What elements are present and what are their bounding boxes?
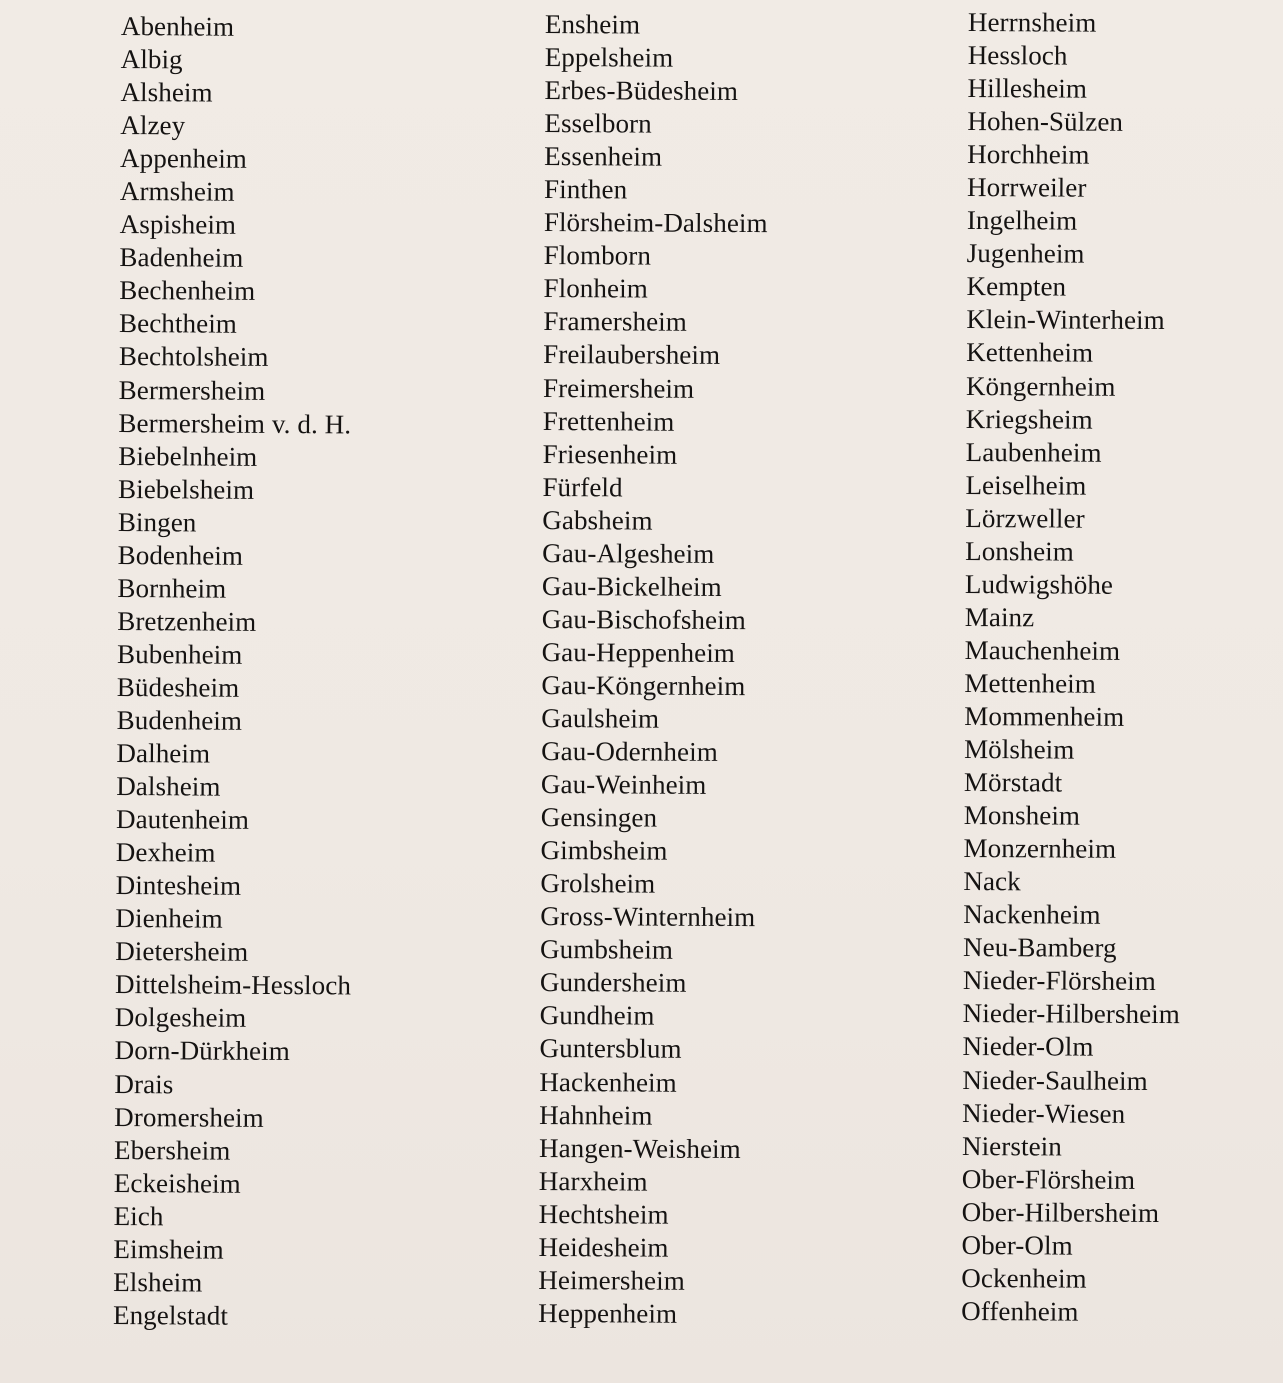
place-list-column-2 [538, 8, 769, 1331]
place-name: Aspisheim [119, 209, 237, 240]
place-name: Hessloch [967, 40, 1068, 71]
place-name: Biebelsheim [117, 473, 255, 505]
place-name: Erbes-Büdesheim [544, 75, 739, 107]
place-name: Abenheim [120, 10, 235, 42]
place-name: Jugenheim [966, 238, 1085, 269]
place-name: Mölsheim [964, 734, 1075, 765]
place-name: Ockenheim [961, 1262, 1087, 1294]
place-name: Gundersheim [539, 967, 687, 999]
place-name: Kettenheim [966, 337, 1094, 369]
place-name: Biebelnheim [118, 440, 258, 472]
place-name: Mauchenheim [964, 634, 1121, 666]
place-name: Gau-Köngernheim [541, 669, 746, 701]
place-name: Heppenheim [538, 1297, 678, 1329]
place-name: Flomborn [543, 240, 652, 271]
place-name: Gau-Weinheim [540, 769, 707, 800]
place-name: Ludwigshöhe [964, 568, 1114, 600]
place-name: Dromersheim [114, 1101, 264, 1133]
place-name: Ober-Hilbersheim [961, 1196, 1160, 1228]
place-name: Herrnsheim [967, 6, 1097, 38]
place-name: Drais [114, 1068, 174, 1099]
place-name: Dittelsheim-Hessloch [114, 969, 352, 1001]
place-name: Dautenheim [115, 804, 250, 835]
place-name: Gross-Winternheim [540, 901, 756, 933]
place-name: Bechtheim [118, 308, 238, 340]
place-name: Freimersheim [542, 372, 695, 404]
place-name: Dorn-Dürkheim [114, 1035, 290, 1067]
place-name: Hangen-Weisheim [538, 1132, 741, 1164]
place-name: Nack [963, 866, 1021, 897]
place-name: Dintesheim [115, 870, 242, 901]
place-name: Gau-Heppenheim [541, 636, 736, 668]
place-name: Bornheim [117, 572, 227, 604]
place-name: Hechtsheim [538, 1198, 669, 1230]
place-name: Freilaubersheim [543, 339, 721, 371]
place-name: Esselborn [544, 108, 652, 139]
place-name: Lörzweller [965, 502, 1085, 534]
place-name: Gimbsheim [540, 835, 668, 866]
place-name: Büdesheim [116, 671, 240, 703]
place-name: Budenheim [116, 704, 243, 736]
place-name: Dalheim [116, 738, 211, 769]
place-name: Dietersheim [115, 936, 249, 968]
place-name: Mettenheim [964, 667, 1097, 699]
place-name: Heimersheim [538, 1264, 685, 1296]
place-name: Dexheim [115, 837, 216, 868]
place-name: Monzernheim [963, 833, 1117, 864]
place-name: Flonheim [543, 273, 648, 304]
place-name: Finthen [543, 174, 628, 205]
place-name: Bingen [117, 506, 197, 538]
place-name: Bermersheim [118, 374, 266, 406]
place-name: Kriegsheim [965, 403, 1093, 435]
place-name: Gaulsheim [541, 702, 660, 734]
place-name: Gau-Bickelheim [541, 570, 722, 602]
place-name: Flörsheim-Dalsheim [543, 207, 768, 239]
place-name: Badenheim [119, 242, 244, 274]
place-name: Appenheim [120, 143, 248, 174]
place-name: Gundheim [539, 1000, 655, 1031]
place-name: Dolgesheim [114, 1002, 247, 1034]
place-name: Framersheim [543, 306, 687, 338]
place-name: Engelstadt [112, 1299, 229, 1331]
place-name: Mainz [964, 601, 1035, 633]
place-name: Ober-Flörsheim [961, 1163, 1136, 1195]
place-name: Eich [113, 1200, 164, 1231]
place-name: Hohen-Sülzen [967, 106, 1124, 137]
place-name: Hackenheim [539, 1066, 677, 1098]
place-name: Gau-Algesheim [542, 537, 715, 569]
place-name: Kempten [966, 271, 1067, 302]
place-name: Bubenheim [116, 638, 243, 670]
place-name: Ebersheim [113, 1134, 231, 1166]
place-name: Gensingen [540, 802, 658, 833]
place-name: Nieder-Saulheim [962, 1064, 1148, 1096]
place-name: Neu-Bamberg [962, 932, 1117, 964]
place-name: Köngernheim [965, 370, 1116, 402]
place-name: Frettenheim [542, 405, 675, 437]
place-name: Elsheim [113, 1266, 203, 1298]
place-name: Ensheim [544, 8, 641, 40]
place-name: Grolsheim [540, 868, 656, 899]
place-name: Armsheim [119, 176, 235, 207]
place-name: Bodenheim [117, 539, 244, 571]
place-name: Nieder-Olm [962, 1031, 1094, 1063]
place-name: Guntersblum [539, 1033, 682, 1065]
place-name: Gau-Bischofsheim [541, 603, 746, 635]
place-name: Fürfeld [542, 471, 623, 503]
place-name: Gumbsheim [539, 934, 674, 965]
place-name: Lonsheim [965, 535, 1075, 567]
place-name: Ingelheim [966, 205, 1078, 236]
place-name: Klein-Winterheim [966, 304, 1165, 336]
place-name: Eppelsheim [544, 42, 674, 73]
place-list-column-3 [961, 6, 1185, 1329]
place-name: Essenheim [544, 141, 663, 172]
place-name: Horrweiler [966, 172, 1087, 203]
place-name: Bretzenheim [117, 605, 257, 637]
place-list-column-1 [113, 10, 357, 1333]
place-name: Mörstadt [963, 767, 1063, 798]
place-name: Eimsheim [113, 1233, 224, 1265]
place-name: Bechenheim [119, 275, 256, 307]
place-name: Offenheim [961, 1295, 1079, 1327]
place-name: Laubenheim [965, 436, 1102, 468]
place-name: Mommenheim [964, 700, 1125, 732]
place-name: Gabsheim [542, 504, 653, 536]
place-name: Eckeisheim [113, 1167, 241, 1199]
place-name: Nieder-Flörsheim [962, 965, 1156, 997]
place-name: Hahnheim [539, 1099, 653, 1131]
place-name: Nieder-Hilbersheim [962, 998, 1180, 1030]
place-name: Nierstein [961, 1130, 1062, 1162]
place-name: Monsheim [963, 800, 1081, 831]
place-name: Gau-Odernheim [541, 736, 718, 767]
place-name: Alsheim [120, 77, 213, 108]
place-name: Dienheim [115, 903, 223, 934]
place-name: Bechtolsheim [118, 341, 269, 373]
place-name: Leiselheim [965, 469, 1087, 501]
place-name: Nackenheim [963, 899, 1101, 930]
place-name: Dalsheim [116, 771, 221, 802]
place-name: Ober-Olm [961, 1229, 1073, 1261]
place-name: Hillesheim [967, 73, 1088, 104]
place-name: Alzey [120, 110, 186, 141]
place-name: Harxheim [538, 1165, 648, 1197]
place-name: Horchheim [967, 139, 1090, 170]
place-name: Heidesheim [538, 1231, 669, 1263]
place-name: Nieder-Wiesen [962, 1097, 1126, 1129]
place-name: Albig [120, 44, 183, 75]
place-name: Bermersheim v. d. H. [118, 407, 352, 439]
place-name: Friesenheim [542, 438, 678, 470]
